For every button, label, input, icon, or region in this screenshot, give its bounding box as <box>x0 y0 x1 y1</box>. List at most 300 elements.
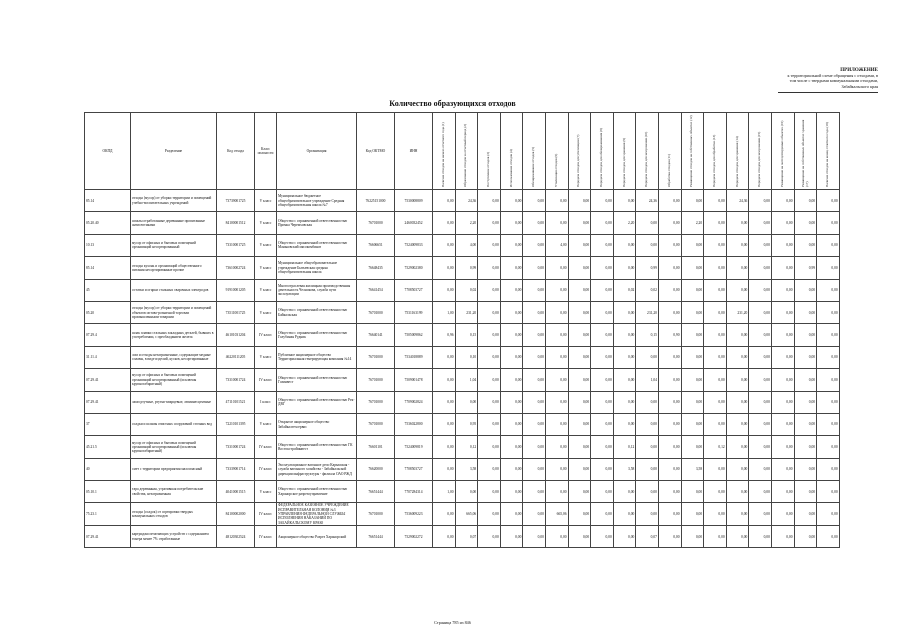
cell-value: 0,00 <box>817 481 840 503</box>
cell-value: 0,00 <box>794 369 817 391</box>
table-row <box>85 301 840 323</box>
cell-inn: 7509001478 <box>395 369 433 391</box>
cell-value: 0,99 <box>455 257 478 279</box>
cell-value: 0,00 <box>771 190 794 212</box>
table-row <box>85 324 840 346</box>
header-org: Организация <box>277 113 357 190</box>
table-row <box>85 234 840 256</box>
cell-value: 0,00 <box>500 346 523 368</box>
cell-value: 0,00 <box>433 190 456 212</box>
cell-value: 0,00 <box>681 413 704 435</box>
cell-value: 0,00 <box>771 525 794 547</box>
header-okato: Код ОКТМО <box>357 113 395 190</box>
cell-value: 0,00 <box>704 525 727 547</box>
cell-hazard: IV класс <box>255 503 277 525</box>
cell-value: 0,00 <box>749 234 772 256</box>
header-metric: Передача отходов для захоронения (15) <box>749 113 772 190</box>
cell-okato: 76701000 <box>357 391 395 413</box>
cell-value: 0,96 <box>433 324 456 346</box>
cell-okato: 76701000 <box>357 503 395 525</box>
cell-org: ФЕДЕРАЛЬНОЕ КАЗЕННОЕ УЧРЕЖДЕНИЕ ИСПРАВИТЕЛЬНАЯ КОЛОНИЯ №3 УПРАВЛЕНИЯ ФЕДЕРАЛЬНОЙ СЛУЖБЫ ИСПОЛНЕНИЯ НАКАЗАНИЙ ПО ЗАБАЙКАЛЬСКОМУ КРАЮ <box>277 503 357 525</box>
cell-value: 0,00 <box>771 369 794 391</box>
cell-value: 0,00 <box>681 234 704 256</box>
cell-value: 0,00 <box>726 324 749 346</box>
cell-value: 0,00 <box>568 525 591 547</box>
cell-value: 2,20 <box>455 212 478 234</box>
page-footer: Страница 785 из 846 <box>434 620 471 625</box>
cell-value: 0,00 <box>817 525 840 547</box>
cell-value: 0,00 <box>681 481 704 503</box>
header-metric: Передача отходов для обезвреживания (8) <box>591 113 614 190</box>
cell-value: 0,00 <box>568 279 591 301</box>
cell-value: 0,00 <box>749 279 772 301</box>
cell-value: 0,00 <box>433 503 456 525</box>
cell-org: Общество с ограниченной ответственностью Рек-ДВГ <box>277 391 357 413</box>
cell-value: 0,95 <box>455 413 478 435</box>
cell-value: 0,00 <box>817 503 840 525</box>
cell-value: 0,00 <box>478 257 501 279</box>
cell-value: 0,02 <box>455 279 478 301</box>
cell-value: 0,00 <box>500 301 523 323</box>
cell-value: 0,00 <box>704 212 727 234</box>
cell-value: 0,00 <box>681 190 704 212</box>
appendix-line: том числе с твердыми коммунальными отходами, <box>789 78 878 84</box>
header-metric: Обработка отходов (11) <box>658 113 681 190</box>
cell-value: 0,00 <box>523 413 546 435</box>
cell-value: 0,00 <box>794 301 817 323</box>
cell-value: 0,00 <box>613 301 636 323</box>
cell-code: 73339001714 <box>217 458 255 480</box>
cell-code: 73610002724 <box>217 257 255 279</box>
cell-value: 0,00 <box>817 436 840 458</box>
cell-value: 0,00 <box>726 481 749 503</box>
cell-value: 0,90 <box>658 324 681 346</box>
cell-value: 0,00 <box>568 190 591 212</box>
cell-value: 0,00 <box>771 346 794 368</box>
cell-value: 0,00 <box>817 301 840 323</box>
cell-code: 47110101521 <box>217 391 255 413</box>
cell-value: 0,00 <box>478 369 501 391</box>
cell-value: 0,00 <box>726 436 749 458</box>
cell-org: Общество с ограниченной ответственностью Промка Черемховская <box>277 212 357 234</box>
cell-value: 0,00 <box>817 369 840 391</box>
table-row <box>85 190 840 212</box>
cell-value: 0,00 <box>523 324 546 346</box>
cell-org: Общество с ограниченной ответственностью ГК Востокстройинвест <box>277 436 357 458</box>
cell-value: 0,00 <box>636 234 659 256</box>
waste-table <box>84 112 840 548</box>
cell-value: 0,00 <box>591 301 614 323</box>
cell-value: 0,00 <box>545 458 568 480</box>
cell-value: 0,00 <box>613 257 636 279</box>
cell-inn: 7524009819 <box>395 436 433 458</box>
cell-value: 0,00 <box>636 458 659 480</box>
cell-value: 0,00 <box>636 413 659 435</box>
cell-hazard: I класс <box>255 391 277 413</box>
cell-code: 73739001725 <box>217 190 255 212</box>
cell-value: 0,00 <box>817 391 840 413</box>
cell-value: 0,00 <box>591 436 614 458</box>
cell-value: 0,00 <box>591 369 614 391</box>
cell-hazard: IV класс <box>255 525 277 547</box>
cell-value: 0,00 <box>568 324 591 346</box>
cell-value: 0,00 <box>704 324 727 346</box>
cell-hazard: V класс <box>255 346 277 368</box>
cell-okato: 76640141 <box>357 324 395 346</box>
cell-value: 0,00 <box>523 481 546 503</box>
cell-value: 0,00 <box>613 234 636 256</box>
header-inn: ИНН <box>395 113 433 190</box>
cell-value: 0,00 <box>591 391 614 413</box>
cell-value: 0,00 <box>591 346 614 368</box>
cell-value: 0,00 <box>726 413 749 435</box>
cell-value: 24,36 <box>726 190 749 212</box>
cell-value: 0,00 <box>749 257 772 279</box>
cell-value: 0,00 <box>568 481 591 503</box>
cell-value: 0,00 <box>523 279 546 301</box>
cell-value: 0,00 <box>433 346 456 368</box>
cell-value: 0,00 <box>433 436 456 458</box>
cell-value: 0,10 <box>455 346 478 368</box>
cell-value: 0,00 <box>681 503 704 525</box>
cell-code: 46220111205 <box>217 346 255 368</box>
cell-value: 0,00 <box>794 391 817 413</box>
cell-value: 0,00 <box>771 503 794 525</box>
cell-name: смет с территории предприятия малоопасный <box>131 458 217 480</box>
cell-value: 0,12 <box>704 436 727 458</box>
cell-value: 0,00 <box>817 257 840 279</box>
cell-hazard: IV класс <box>255 369 277 391</box>
cell-inn: 7707284314 <box>395 481 433 503</box>
cell-value: 0,00 <box>500 413 523 435</box>
cell-value: 0,00 <box>749 391 772 413</box>
cell-value: 0,00 <box>523 212 546 234</box>
cell-value: 0,00 <box>658 212 681 234</box>
cell-org: Акционерное общество Разрез Харанорский <box>277 525 357 547</box>
cell-value: 0,00 <box>771 234 794 256</box>
cell-value: 0,00 <box>636 503 659 525</box>
cell-hazard: V класс <box>255 301 277 323</box>
table-row <box>85 525 840 547</box>
cell-inn: 7708503727 <box>395 279 433 301</box>
cell-okato: 76620000 <box>357 458 395 480</box>
cell-value: 0,00 <box>500 481 523 503</box>
cell-code: 46101031204 <box>217 324 255 346</box>
cell-value: 0,00 <box>455 481 478 503</box>
table-row <box>85 391 840 413</box>
cell-value: 0,00 <box>500 234 523 256</box>
cell-value: 0,00 <box>794 279 817 301</box>
cell-value: 0,00 <box>500 190 523 212</box>
cell-okpd: 07.29.4 <box>85 324 131 346</box>
cell-value: 0,00 <box>658 369 681 391</box>
cell-value: 0,00 <box>478 190 501 212</box>
cell-okpd: 05.20.40 <box>85 212 131 234</box>
cell-value: 0,00 <box>500 212 523 234</box>
header-metric: Размещение на эксплуатируемых объектах (16) <box>771 113 794 190</box>
cell-okato: 76701000 <box>357 369 395 391</box>
cell-value: 0,00 <box>478 279 501 301</box>
cell-hazard: V класс <box>255 212 277 234</box>
table-row <box>85 413 840 435</box>
cell-value: 0,00 <box>749 503 772 525</box>
cell-name: отходы (осадок) от сортировки твердых коммунальных отходов <box>131 503 217 525</box>
cell-value: 0,07 <box>636 525 659 547</box>
header-metric: Наличие отходов на конец отчетного года (18) <box>817 113 840 190</box>
cell-value: 0,00 <box>726 234 749 256</box>
cell-value: 0,00 <box>545 190 568 212</box>
cell-value: 0,00 <box>568 436 591 458</box>
cell-inn: 7708503727 <box>395 458 433 480</box>
cell-value: 0,00 <box>545 369 568 391</box>
cell-value: 0,00 <box>568 503 591 525</box>
cell-name: осадки и шламы очистных сооружений сточных вод <box>131 413 217 435</box>
cell-value: 24,36 <box>455 190 478 212</box>
cell-value: 0,12 <box>455 436 478 458</box>
cell-value: 0,00 <box>523 346 546 368</box>
cell-value: 0,00 <box>704 257 727 279</box>
cell-okpd: 75.23.1 <box>85 503 131 525</box>
cell-value: 0,00 <box>523 391 546 413</box>
cell-value: 0,07 <box>455 525 478 547</box>
cell-value: 0,00 <box>817 324 840 346</box>
cell-okpd: 05.10.1 <box>85 481 131 503</box>
cell-okpd: 31.11.4 <box>85 346 131 368</box>
header-metric: Передача отходов для захоронения (10) <box>636 113 659 190</box>
cell-value: 0,00 <box>704 413 727 435</box>
cell-name: мусор от офисных и бытовых помещений организаций несортированный (исключая крупногабаритный) <box>131 369 217 391</box>
table-header-row <box>85 113 840 190</box>
header-metric: Поступление отходов (3) <box>478 113 501 190</box>
cell-value: 0,00 <box>613 369 636 391</box>
cell-code: 73310001724 <box>217 369 255 391</box>
cell-value: 0,00 <box>704 190 727 212</box>
cell-org: Муниципальное бюджетное общеобразовательное учреждение Средняя общеобразовательная школа №7 <box>277 190 357 212</box>
cell-value: 0,00 <box>478 525 501 547</box>
cell-value: 0,00 <box>636 436 659 458</box>
cell-value: 0,00 <box>500 391 523 413</box>
cell-code: 72210101395 <box>217 413 255 435</box>
cell-value: 0,00 <box>749 212 772 234</box>
cell-value: 0,00 <box>500 324 523 346</box>
cell-value: 0,00 <box>658 279 681 301</box>
header-metric: Образование отходов за отчетный период (2) <box>455 113 478 190</box>
cell-value: 0,00 <box>523 301 546 323</box>
cell-value: 0,12 <box>613 436 636 458</box>
cell-value: 0,00 <box>658 190 681 212</box>
cell-code: 73310001725 <box>217 234 255 256</box>
cell-value: 0,00 <box>749 525 772 547</box>
cell-inn: 7531163199 <box>395 301 433 323</box>
cell-org: Открытое акционерное общество Забайкалтехсервис <box>277 413 357 435</box>
cell-value: 0,00 <box>568 301 591 323</box>
cell-value: 0,00 <box>726 525 749 547</box>
cell-okpd: 45 <box>85 279 131 301</box>
cell-value: 0,00 <box>545 525 568 547</box>
cell-value: 0,00 <box>726 279 749 301</box>
appendix-line: к территориальной схеме обращения с отходами, в <box>787 73 878 79</box>
cell-inn: 7709002824 <box>395 391 433 413</box>
cell-value: 0,15 <box>455 324 478 346</box>
cell-value: 0,00 <box>568 413 591 435</box>
cell-value: 0,00 <box>704 391 727 413</box>
cell-value: 1,04 <box>636 369 659 391</box>
header-metric: Размещение отходов на собственных объектах (12) <box>681 113 704 190</box>
cell-value: 0,00 <box>523 525 546 547</box>
cell-value: 0,00 <box>433 525 456 547</box>
header-metric: Использование отходов (4) <box>500 113 523 190</box>
cell-okpd: 10.13 <box>85 234 131 256</box>
cell-hazard: IV класс <box>255 436 277 458</box>
cell-value: 0,02 <box>636 279 659 301</box>
cell-okpd: 37 <box>85 413 131 435</box>
cell-value: 0,00 <box>500 369 523 391</box>
table-row <box>85 369 840 391</box>
header-metric: Обезвреживание отходов (5) <box>523 113 546 190</box>
cell-value: 0,00 <box>568 369 591 391</box>
cell-value: 0,00 <box>658 503 681 525</box>
table-row <box>85 481 840 503</box>
cell-value: 0,00 <box>523 369 546 391</box>
cell-value: 0,00 <box>636 346 659 368</box>
cell-value: 0,00 <box>794 234 817 256</box>
cell-value: 0,00 <box>613 391 636 413</box>
cell-value: 1,00 <box>433 481 456 503</box>
cell-okpd: 07.29.41 <box>85 525 131 547</box>
cell-value: 0,00 <box>545 436 568 458</box>
cell-inn: 7524009833 <box>395 234 433 256</box>
cell-value: 0,00 <box>771 279 794 301</box>
table-row <box>85 503 840 525</box>
cell-value: 0,99 <box>636 257 659 279</box>
cell-value: 0,00 <box>500 503 523 525</box>
cell-value: 0,00 <box>568 391 591 413</box>
cell-value: 0,00 <box>704 458 727 480</box>
cell-value: 0,00 <box>771 257 794 279</box>
cell-inn: 7536022800 <box>395 413 433 435</box>
cell-okato: 76651444 <box>357 525 395 547</box>
cell-value: 0,00 <box>568 212 591 234</box>
cell-value: 0,00 <box>591 324 614 346</box>
table-row <box>85 212 840 234</box>
cell-value: 0,00 <box>771 324 794 346</box>
cell-value: 0,00 <box>681 525 704 547</box>
cell-name: лом и отходы незагрязненные, содержащие медные сплавы, в виде изделий, кусков, несортированные <box>131 346 217 368</box>
cell-value: 0,00 <box>726 346 749 368</box>
appendix-note <box>700 68 878 93</box>
cell-value: 0,00 <box>636 481 659 503</box>
header-metric: Передача отходов для хранения (9) <box>613 113 636 190</box>
cell-value: 0,00 <box>704 234 727 256</box>
cell-value: 0,00 <box>794 481 817 503</box>
table-body <box>85 190 840 548</box>
cell-value: 0,00 <box>545 391 568 413</box>
cell-name: тара деревянная, утратившая потребительские свойства, незагрязненная <box>131 481 217 503</box>
cell-value: 0,00 <box>658 481 681 503</box>
cell-value: 0,00 <box>771 212 794 234</box>
cell-value: 0,00 <box>771 436 794 458</box>
cell-org: Общество с ограниченной ответственностью Харанорское разрезоуправление <box>277 481 357 503</box>
header-metric: Передача отходов для обработки (13) <box>704 113 727 190</box>
cell-value: 0,00 <box>726 391 749 413</box>
appendix-heading: ПРИЛОЖЕНИЕ <box>840 68 878 73</box>
cell-value: 0,00 <box>794 503 817 525</box>
cell-value: 0,00 <box>591 279 614 301</box>
cell-value: 0,00 <box>478 324 501 346</box>
cell-value: 0,00 <box>771 458 794 480</box>
cell-value: 0,00 <box>568 257 591 279</box>
cell-okpd: 40 <box>85 458 131 480</box>
cell-value: 0,00 <box>726 458 749 480</box>
cell-value: 0,00 <box>658 391 681 413</box>
cell-value: 0,00 <box>478 234 501 256</box>
cell-value: 0,00 <box>591 234 614 256</box>
cell-org: Публичное акционерное общество Территориальная генерирующая компания №14 <box>277 346 357 368</box>
header-okpd: ОКПД <box>85 113 131 190</box>
cell-value: 231,20 <box>455 301 478 323</box>
cell-value: 0,00 <box>636 391 659 413</box>
cell-value: 0,00 <box>749 369 772 391</box>
cell-name: картриджи печатающих устройств с содержанием тонера менее 7% отработанные <box>131 525 217 547</box>
cell-hazard: IV класс <box>255 458 277 480</box>
cell-value: 0,00 <box>749 481 772 503</box>
cell-name: ламп ртутные, ртутно-кварцевые, люминесцентные <box>131 391 217 413</box>
cell-value: 0,00 <box>433 257 456 279</box>
cell-value: 0,00 <box>545 212 568 234</box>
cell-code: 48120302524 <box>217 525 255 547</box>
cell-value: 0,00 <box>658 257 681 279</box>
cell-value: 0,00 <box>568 458 591 480</box>
header-metric: Утилизация отходов (6) <box>545 113 568 190</box>
cell-org: Общество с ограниченной ответственностью Маньковский мясокомбинат <box>277 234 357 256</box>
cell-org: Общество с ограниченной ответственностью Голубиная Рудник <box>277 324 357 346</box>
cell-value: 0,00 <box>545 324 568 346</box>
table-row <box>85 279 840 301</box>
cell-okpd: 85.14 <box>85 257 131 279</box>
cell-name: мусор от офисных и бытовых помещений организаций несортированный (исключая крупногабаритный) <box>131 436 217 458</box>
cell-value: 0,00 <box>545 257 568 279</box>
cell-value: 0,00 <box>749 346 772 368</box>
cell-value: 0,00 <box>478 436 501 458</box>
cell-value: 0,00 <box>523 458 546 480</box>
cell-value: 0,00 <box>433 391 456 413</box>
cell-value: 0,00 <box>794 458 817 480</box>
cell-value: 0,00 <box>658 525 681 547</box>
cell-value: 3,58 <box>613 458 636 480</box>
cell-value: 0,00 <box>545 279 568 301</box>
cell-value: 0,00 <box>478 301 501 323</box>
cell-value: 0,00 <box>771 413 794 435</box>
cell-value: 1,04 <box>455 369 478 391</box>
cell-hazard: V класс <box>255 234 277 256</box>
cell-value: 0,00 <box>523 257 546 279</box>
cell-inn: 7529002272 <box>395 525 433 547</box>
cell-inn: 7529002380 <box>395 257 433 279</box>
cell-name: отходы (мусор) от уборки территории и помещений объектов оптово-розничной торговли промышленными товарами <box>131 301 217 323</box>
cell-value: 0,00 <box>433 234 456 256</box>
cell-value: 0,00 <box>771 481 794 503</box>
cell-value: 0,00 <box>749 413 772 435</box>
cell-inn: 7536009223 <box>395 503 433 525</box>
cell-value: 3,58 <box>681 458 704 480</box>
cell-okato: 76701000 <box>357 301 395 323</box>
cell-hazard: V класс <box>255 257 277 279</box>
cell-value: 0,00 <box>545 481 568 503</box>
cell-value: 0,00 <box>613 503 636 525</box>
header-name: Разделение <box>131 113 217 190</box>
cell-value: 0,00 <box>613 346 636 368</box>
cell-value: 0,00 <box>658 346 681 368</box>
